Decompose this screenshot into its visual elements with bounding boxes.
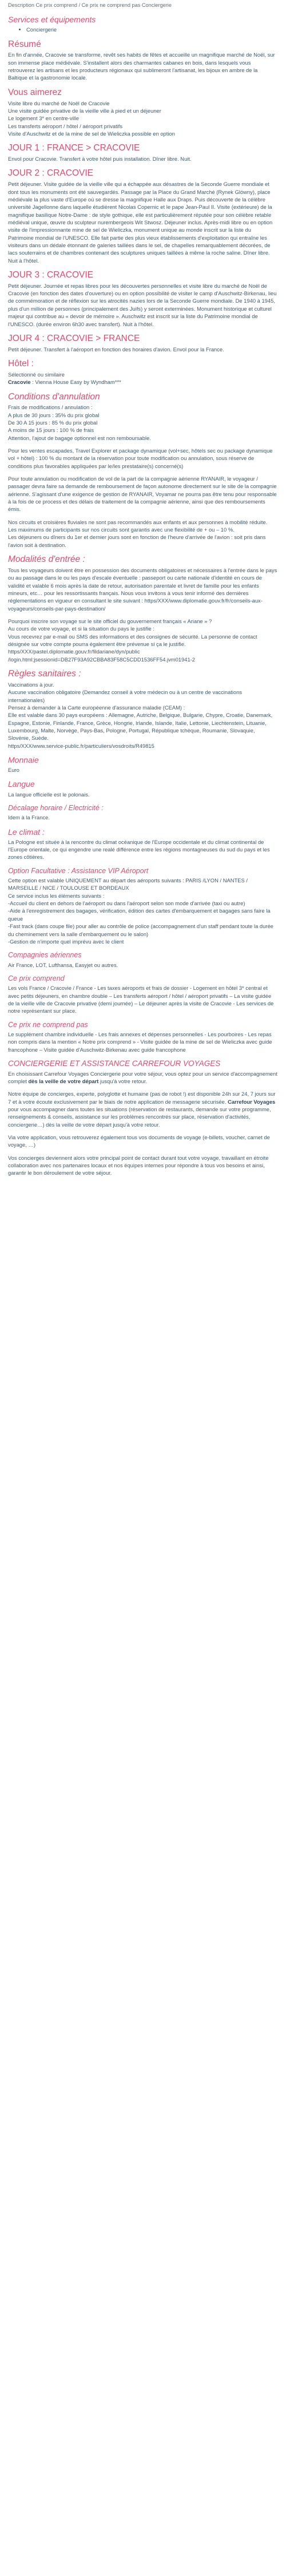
conditions-line: De 30 A 15 jours : 85 % du prix global: [8, 419, 98, 426]
conciergerie-text: Notre équipe de concierges, experte, polyglotte et humaine (pas de robot !) est disponible 24h sur 24, 7 jours sur 7 et à votre écoute exclusivement par le biais de notre application de messagerie sécurisée.: [8, 1091, 276, 1105]
conciergerie-paragraph: [8, 1070, 278, 1085]
modalites-paragraph: Pourquoi inscrire son voyage sur le site officiel du gouvernement français « Ariane » ? Au cours de votre voyage, et si la situation du pays le justifie : Vous recevrez par e-mail ou SMS des informations et des consignes de sécurité. La personne de contact désignée sur votre compte pourra également être prévenue si ça le justifie. https/XXX/pastel.diplomatie.gouv.fr/fildariane/dyn/public /login.html;jsessionid=DB27F93A92CBBA83F58C5CDD1536FF54.jvm01941-2: [8, 618, 257, 663]
conditions-line: Les déjeuners ou dîners du 1er et dernier jours sont en fonction de l'heure d'arrivée de l'avion : soit pris dans l'avion soit à destination.: [8, 534, 266, 548]
aimerez-heading: Vous aimerez: [8, 87, 62, 97]
conciergerie-paragraph: [8, 1090, 278, 1128]
aimerez-line: Le logement 3* en centre-ville: [8, 115, 80, 122]
monnaie-text: Euro: [8, 767, 19, 774]
resume-text: En fin d'année, Cracovie se transforme, revêt ses habits de fêtes et accueille un magnifique marché de Noël, sur son immense place médiévale. S'installent alors des charmantes cabanes en bois, dans lesquels vous retrouverez les artisans et les producteurs régionaux qui sublimeront l'artisanat, les bijoux en ambre de la Baltique et la gastronomie locale.: [8, 51, 275, 81]
hotel-subtitle: Sélectionné ou similaire: [8, 371, 65, 378]
conditions-paragraph: Pour toute annulation ou modification de vol de la part de la compagnie aérienne RYANAIR, le voyageur / passager devra faire sa demande de remboursement de façon autonome directement sur le site de la compagnie aérienne. S'agissant d'une exigence de gestion de RYANAIR, Voyamar ne pourra pas être tenu pour responsable à la fois de ce process et des délais de traitement de la compagnie aérienne, ainsi que des remboursements émis.: [8, 475, 277, 513]
comprend-text: Les vols France / Cracovie / France - Les taxes aéroports et frais de dossier - Logement en hôtel 3* central et avec petits déjeuners, en chambre double – Les transferts aéroport / hôtel / aéroport privatifs – La visite guidée de la vieille ville de Cracovie privative (demi journée) – Le déjeuner après la visite de Cracovie - Les services de notre représentant sur place.: [8, 985, 274, 1014]
conditions-line: Attention, l'ajout de bagage optionnel est non remboursable.: [8, 434, 151, 441]
hotel-name: : Vienna House Easy by Wyndham***: [30, 379, 121, 386]
modalites-heading: Modalités d'entrée :: [8, 554, 85, 565]
conciergerie-text: pour vous accompagner dans toutes les situations (réservation de restaurants, demande sur votre programme, renseignements & conseils, assistance sur les problèmes rencontrés sur place, réservation d'activités, conciergerie…) dès la veille de votre départ jusqu'à votre retour.: [8, 1105, 271, 1128]
conciergerie-emphasis: dès la veille de votre départ: [28, 1077, 99, 1084]
compagnies-heading: Compagnies aériennes: [8, 951, 82, 960]
decalage-heading: Décalage horaire / Electricité :: [8, 803, 104, 812]
page: [0, 0, 286, 1190]
langue-heading: Langue: [8, 779, 35, 789]
langue-text: La langue officielle est le polonais.: [8, 791, 90, 798]
conditions-line: Nos circuits et croisières fluviales ne sont pas recommandés aux enfants et aux personnes à mobilité réduite.: [8, 518, 268, 525]
compagnies-text: Air France, LOT, Lufthansa, Easyjet ou autres.: [8, 961, 118, 968]
jour1-heading: JOUR 1 : FRANCE > CRACOVIE: [8, 143, 140, 153]
conditions-line: Frais de modifications / annulation :: [8, 404, 93, 411]
aimerez-line: Visite libre du marché de Noël de Cracovie: [8, 100, 110, 106]
hotel-heading: Hôtel :: [8, 359, 34, 368]
services-list: [8, 26, 278, 33]
conciergerie-emphasis: Carrefour Voyages: [228, 1098, 276, 1105]
conditions-line: A moins de 15 jours : 100 % de frais: [8, 427, 94, 434]
conditions-line: Les maximums de participants sur nos circuits sont garantis avec une flexibilité de + ou – 10 %.: [8, 526, 235, 533]
jour4-text: Petit déjeuner. Transfert à l'aéroport en fonction des horaires d'avion. Envol pour la France.: [8, 346, 224, 352]
list-item: • Conciergerie: [26, 26, 278, 33]
jour4-heading: JOUR 4 : CRACOVIE > FRANCE: [8, 333, 140, 343]
services-heading: Services et équipements: [8, 15, 96, 25]
aimerez-line: Les transferts aéroport / hôtel / aéroport privatifs: [8, 122, 123, 129]
conciergerie-heading: CONCIERGERIE ET ASSISTANCE CARREFOUR VOYAGES: [8, 1059, 221, 1068]
comprend-heading: Ce prix comprend: [8, 974, 65, 982]
sanitaires-heading: Règles sanitaires :: [8, 669, 81, 679]
sanitaires-paragraph: Vaccinations à jour. Aucune vaccination obligatoire (Demandez conseil à votre médecin ou à un centre de vaccinations internationales) Pensez à demander à la Carte européenne d'assurance maladie (CEAM) : Elle est valable dans 30 pays européens : Allemagne, Autriche, Belgique, Bulgarie, Chypre, Croatie, Danemark, Espagne, Estonie, Finlande, France, Grèce, Hongrie, Irlande, Islande, Italie, Lettonie, Liechtenstein, Lituanie, Luxembourg, Malte, Norvège, Pays-Bas, Pologne, Portugal, République tchèque, Roumanie, Slovaquie, Slovénie, Suède. https/XXX/www.service-public.fr/particuliers/vosdroits/R49815: [8, 681, 273, 749]
jour3-text: Petit déjeuner. Journée et repas libres pour les découvertes personnelles et visite libre du marché de Noël de Cracovie (en fonction des dates d'ouverture) ou en option possibilité de visiter le camp d'Auschwitz-Birkenau, lieu de commémoration et de réflexion sur les atrocités nazies lors de la Seconde Guerre mondiale. De 1940 à 1945, plus d'un million de personnes (principalement des Juifs) y seront exterminées. Monument historique et culturel majeur qui contribue au « devoir de mémoire ». Auschwitz est inscrit sur la liste du Patrimoine mondial de l'UNESCO. (durée environ 6h30 avec transfert). Nuit à l'hôtel.: [8, 282, 277, 327]
hotel-info: [8, 371, 278, 386]
aimerez-list: [8, 100, 278, 138]
conditions-paragraph: Pour les ventes escapades, Travel Explorer et package dynamique (vol+sec, hôtels sec ou package dynamique vol + hôtel) : 100 % du montant de la réservation pour toute modification ou annulation, sous réserve de conditions plus favorables appliquées par le/les prestataire(s) concerné(s): [8, 447, 273, 469]
necomprend-heading: Ce prix ne comprend pas: [8, 1020, 88, 1029]
option-text: Cette option est valable UNIQUEMENT au départ des aéroports suivants : PARIS /LYON / NANTES / MARSEILLE / NICE / TOULOUSE ET BORDEAUX Ce service inclus les éléments suivants : -Accueil du client en dehors de l'aéroport ou dans l'aéroport selon son mode d'arrivée (taxi ou autre) -Aide à l'enregistrement des bagages, vérification, édition des cartes d'embarquement et bagages sans faire la queue -Fast track (dans coupe file) pour aller au contrôle de police (accompagnement d'un staff pendant toute la durée du cheminement vers la salle d'embarquement ou le salon) -Gestion de n'importe quel imprévu avec le client: [8, 877, 273, 945]
modalites-paragraph: Tous les voyageurs doivent être en possession des documents obligatoires et nécessaires à l'entrée dans le pays ou au passage dans le ou les pays d'escale éventuelle : passeport ou carte nationale d'identité en cours de validité et valable 6 mois après la date de retour, autorisation parentale et livret de famille pour les enfants mineurs, etc… pour les ressortissants français. Nous vous invitons à vous tenir informé des dernières réglementations en vigueur en consultant le site suivant : https/XXX/www.diplomatie.gouv.fr/fr/conseils-aux-voyageurs/conseils-par-pays-destination/: [8, 566, 277, 612]
conditions-paragraph: [8, 518, 278, 549]
option-heading: Option Facultative : Assistance VIP Aéroport: [8, 866, 149, 875]
aimerez-line: Visite d'Auschwitz et de la mine de sel de Wieliczka possible en option: [8, 130, 175, 137]
conciergerie-text: En choisissant Carrefour Voyages Conciergerie pour votre séjour, vous optez pour un service d'accompagnement complet: [8, 1070, 277, 1084]
jour2-heading: JOUR 2 : CRACOVIE: [8, 168, 93, 179]
monnaie-heading: Monnaie: [8, 755, 39, 764]
jour3-heading: JOUR 3 : CRACOVIE: [8, 270, 93, 280]
conciergerie-paragraph: Vos concierges deviennent alors votre principal point de contact durant tout votre voyage, travaillant en étroite collaboration avec nos partenaires locaux et nos équipes internes pour répondre à tous vos besoins et ainsi, garantir le bon déroulement de votre séjour.: [8, 1154, 269, 1176]
breadcrumb: Description Ce prix comprend / Ce prix ne comprend pas Conciergerie: [8, 2, 172, 8]
climat-heading: Le climat :: [8, 827, 45, 837]
jour2-text: Petit déjeuner. Visite guidée de la vieille ville qui a échappée aux désastres de la Seconde Guerre mondiale et dont tous les monuments ont été sauvegardés. Passage par la Place du Grand Marché (Rynek Glówny), place médiévale la plus vaste d'Europe où se dresse la magnifique Halle aux Draps. Puis découverte de la célèbre université Jagellonne dans laquelle étudièrent Nicolas Copernic et le pape Jean-Paul II. Visite (extérieure) de la magnifique basilique Notre-Dame : de style gothique, elle est particulièrement réputée pour son célèbre retable médiéval unique, œuvre du sculpteur nurembergeois Wit Stwosz. Déjeuner inclus. Après-midi libre ou en option visite de l'impressionnante mine de sel de Wieliczka, monument unique au monde inscrit sur la liste du Patrimoine mondial de l'UNESCO. Elle fait partie des plus vieux établissements d'exploitation qui entraîne les visiteurs dans un dédale étonnant de galeries taillées dans le sel, de chapelles remarquablement décorées, de lacs souterrains et de chambres contenant des sculptures uniques taillées à même la roche saline. Dîner libre. Nuit à l'hôtel.: [8, 181, 273, 264]
climat-text: La Pologne est située à la rencontre du climat océanique de l'Europe occidentale et du climat continental de l'Europe orientale, ce qui engendre une realé différence entre les régions montagneuses du sud du pays et les zones côtières.: [8, 838, 270, 861]
hotel-city: Cracovie: [8, 379, 31, 386]
resume-heading: Résumé: [8, 39, 41, 49]
decalage-text: Idem à la France.: [8, 814, 50, 821]
conditions-line: A plus de 30 jours : 35% du prix global: [8, 411, 100, 418]
conciergerie-paragraph: Via votre application, vous retrouverez également tous vos documents de voyage (e-billets, voucher, carnet de voyage, …): [8, 1134, 270, 1148]
conditions-heading: Conditions d'annulation: [8, 391, 100, 402]
necomprend-text: Le supplément chambre individuelle - Les frais annexes et dépenses personnelles - Les pourboires - Les repas non compris dans la mention « Notre prix comprend » - Visite guidée de la mine de sel de Wieliczka avec guide francophone – Visite guidée d'Auschwitz-Birkenau avec guide francophone: [8, 1031, 272, 1053]
conciergerie-text: jusqu'à votre retour.: [98, 1077, 148, 1084]
aimerez-line: Une visite guidée privative de la vieille ville à pied et un déjeuner: [8, 107, 161, 114]
jour1-text: Envol pour Cracovie. Transfert à votre hôtel puis installation. Dîner libre. Nuit.: [8, 156, 192, 163]
conditions-fees: [8, 403, 278, 442]
